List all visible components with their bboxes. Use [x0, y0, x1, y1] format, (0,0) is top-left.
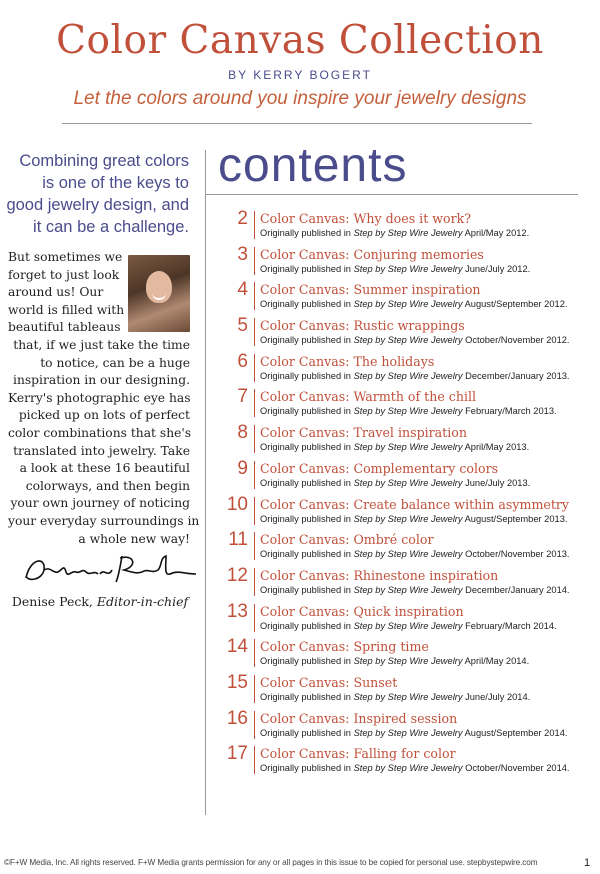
toc-separator: [254, 604, 255, 632]
toc-entry[interactable]: [216, 386, 586, 422]
page-number: 1: [584, 857, 591, 869]
toc-entry[interactable]: [216, 636, 586, 672]
letter-line: your everyday surroundings in: [8, 513, 200, 528]
toc-page-number: 16: [226, 707, 248, 729]
intro-line: good jewelry design, and: [6, 196, 189, 214]
letter-line: translated into jewelry. Take: [13, 443, 190, 458]
magazine-name: Step by Step Wire Jewelry: [353, 656, 463, 667]
intro-line: Combining great colors: [19, 152, 189, 170]
intro-pullquote: [0, 150, 189, 238]
toc-separator: [254, 354, 255, 382]
toc-page-number: 4: [237, 279, 248, 301]
toc-entry[interactable]: [216, 708, 586, 744]
toc-publication-note: [260, 585, 570, 595]
toc-publication-note: [260, 692, 530, 702]
letter-line: picked up on lots of perfect: [18, 408, 190, 423]
toc-page-number: 3: [237, 243, 248, 265]
toc-title[interactable]: Color Canvas: Summer inspiration: [260, 282, 481, 298]
issue-date: April/May 2012.: [464, 228, 530, 238]
toc-publication-note: [260, 228, 529, 238]
toc-entry[interactable]: [216, 279, 586, 315]
toc-title[interactable]: Color Canvas: Quick inspiration: [260, 603, 464, 619]
published-prefix: Originally published in: [260, 691, 351, 702]
issue-date: October/November 2014.: [465, 763, 570, 774]
toc-separator: [254, 532, 255, 560]
contents-heading: contents: [218, 139, 408, 192]
toc-title[interactable]: Color Canvas: Inspired session: [260, 710, 458, 726]
letter-line: a whole new way!: [78, 531, 190, 546]
toc-publication-note: [260, 264, 530, 274]
letter-line: world is filled with: [8, 302, 125, 317]
issue-date: February/March 2014.: [465, 620, 557, 631]
toc-entry[interactable]: [216, 743, 586, 779]
letter-line: colorways, and then begin: [25, 478, 190, 493]
intro-line: is one of the keys to: [42, 174, 189, 192]
toc-publication-note: [260, 514, 567, 524]
toc-separator: [254, 639, 255, 667]
published-prefix: Originally published in: [260, 549, 351, 560]
toc-page-number: 10: [226, 493, 248, 515]
published-prefix: Originally published in: [260, 263, 351, 274]
magazine-name: Step by Step Wire Jewelry: [353, 335, 463, 346]
published-prefix: Originally published in: [260, 477, 351, 488]
author-byline: BY KERRY BOGERT: [228, 68, 372, 82]
published-prefix: Originally published in: [260, 406, 351, 417]
toc-publication-note: [260, 442, 529, 452]
toc-title[interactable]: Color Canvas: Spring time: [260, 639, 429, 655]
published-prefix: Originally published in: [260, 620, 351, 631]
letter-line: around us! Our: [8, 285, 104, 300]
magazine-name: Step by Step Wire Jewelry: [353, 584, 463, 595]
magazine-name: Step by Step Wire Jewelry: [353, 477, 463, 488]
toc-publication-note: [260, 656, 529, 666]
toc-page-number: 15: [226, 671, 248, 693]
toc-page-number: 6: [237, 350, 248, 372]
toc-publication-note: [260, 371, 570, 381]
toc-entry[interactable]: [216, 529, 586, 565]
toc-entry[interactable]: [216, 458, 586, 494]
intro-line: it can be a challenge.: [33, 218, 189, 236]
published-prefix: Originally published in: [260, 763, 351, 774]
toc-entry[interactable]: [216, 422, 586, 458]
toc-page-number: 12: [226, 564, 248, 586]
letter-line: But sometimes we: [8, 250, 123, 264]
magazine-name: Step by Step Wire Jewelry: [353, 620, 463, 631]
issue-date: December/January 2013.: [465, 370, 570, 381]
toc-title[interactable]: Color Canvas: The holidays: [260, 353, 435, 369]
issue-date: December/January 2014.: [465, 584, 570, 595]
toc-entry[interactable]: [216, 494, 586, 530]
toc-separator: [254, 711, 255, 739]
issue-date: June/July 2013.: [465, 477, 531, 488]
toc-publication-note: [260, 335, 570, 345]
column-divider: [205, 150, 206, 815]
issue-date: April/May 2013.: [464, 442, 530, 453]
table-of-contents: [216, 208, 586, 779]
toc-publication-note: [260, 549, 570, 559]
published-prefix: Originally published in: [260, 727, 351, 738]
letter-line: to notice, can be a huge: [40, 355, 190, 370]
toc-entry[interactable]: [216, 601, 586, 637]
toc-title[interactable]: Color Canvas: Conjuring memories: [260, 246, 484, 262]
magazine-name: Step by Step Wire Jewelry: [353, 299, 463, 310]
toc-page-number: 11: [228, 529, 248, 551]
toc-separator: [254, 746, 255, 774]
toc-entry[interactable]: [216, 565, 586, 601]
toc-page-number: 14: [226, 636, 248, 658]
copyright-notice: ©F+W Media, Inc. All rights reserved. F+W Media grants permission for any or all pages in this issue to be copied for personal use. stepbystepwire.com: [4, 858, 538, 867]
signature-role: Editor-in-chief: [96, 594, 189, 609]
published-prefix: Originally published in: [260, 442, 351, 453]
toc-title[interactable]: Color Canvas: Rhinestone inspiration: [260, 567, 499, 583]
toc-page-number: 13: [226, 600, 248, 622]
toc-entry[interactable]: [216, 672, 586, 708]
toc-entry[interactable]: [216, 351, 586, 387]
toc-title[interactable]: Color Canvas: Rustic wrappings: [260, 318, 465, 334]
letter-line: your own journey of noticing: [10, 496, 190, 511]
toc-separator: [254, 461, 255, 489]
toc-title[interactable]: Color Canvas: Falling for color: [260, 746, 456, 762]
letter-line: a look at these 16 beautiful: [19, 461, 190, 476]
letter-line: forget to just look: [8, 267, 120, 282]
magazine-name: Step by Step Wire Jewelry: [353, 228, 463, 238]
toc-page-number: 17: [226, 743, 248, 765]
letter-line: color combinations that she's: [8, 425, 192, 440]
toc-title[interactable]: Color Canvas: Warmth of the chill: [260, 389, 477, 405]
toc-entry[interactable]: [216, 208, 586, 244]
toc-title[interactable]: Color Canvas: Complementary colors: [260, 460, 499, 476]
toc-page-number: 2: [237, 208, 248, 229]
letter-line: Kerry's photographic eye has: [8, 390, 191, 405]
page-title: Color Canvas Collection: [56, 18, 544, 63]
toc-publication-note: [260, 406, 557, 416]
issue-date: February/March 2013.: [465, 406, 557, 417]
published-prefix: Originally published in: [260, 656, 351, 667]
magazine-name: Step by Step Wire Jewelry: [353, 406, 463, 417]
published-prefix: Originally published in: [260, 370, 351, 381]
magazine-name: Step by Step Wire Jewelry: [353, 370, 463, 381]
toc-publication-note: [260, 621, 557, 631]
published-prefix: Originally published in: [260, 228, 351, 238]
toc-separator: [254, 211, 255, 239]
toc-separator: [254, 282, 255, 310]
magazine-name: Step by Step Wire Jewelry: [353, 691, 463, 702]
issue-date: August/September 2013.: [464, 513, 568, 524]
editor-signature: [20, 548, 200, 588]
toc-separator: [254, 318, 255, 346]
issue-date: June/July 2014.: [465, 691, 531, 702]
magazine-name: Step by Step Wire Jewelry: [353, 513, 463, 524]
letter-line: inspiration in our designing.: [13, 373, 190, 388]
toc-publication-note: [260, 299, 567, 309]
editor-letter: [8, 249, 200, 548]
toc-entry[interactable]: [216, 315, 586, 351]
toc-publication-note: [260, 763, 570, 773]
toc-title[interactable]: Color Canvas: Create balance within asymmetry: [260, 496, 570, 512]
published-prefix: Originally published in: [260, 299, 351, 310]
tagline: Let the colors around you inspire your jewelry designs: [73, 88, 527, 109]
toc-page-number: 8: [237, 422, 248, 444]
published-prefix: Originally published in: [260, 584, 351, 595]
toc-separator: [254, 425, 255, 453]
toc-page-number: 7: [237, 386, 248, 408]
toc-separator: [254, 568, 255, 596]
issue-date: June/July 2012.: [465, 263, 531, 274]
toc-publication-note: [260, 478, 530, 488]
toc-entry[interactable]: [216, 244, 586, 280]
published-prefix: Originally published in: [260, 335, 351, 346]
signature-name: Denise Peck,: [11, 594, 93, 609]
toc-page-number: 9: [237, 457, 248, 479]
magazine-name: Step by Step Wire Jewelry: [353, 763, 463, 774]
issue-date: April/May 2014.: [464, 656, 530, 667]
toc-separator: [254, 247, 255, 275]
header-divider: [62, 123, 532, 124]
magazine-name: Step by Step Wire Jewelry: [353, 727, 463, 738]
toc-title[interactable]: Color Canvas: Sunset: [260, 674, 398, 690]
toc-title[interactable]: Color Canvas: Ombré color: [260, 532, 434, 548]
published-prefix: Originally published in: [260, 513, 351, 524]
toc-page-number: 5: [237, 315, 248, 337]
signature-caption: [0, 594, 200, 609]
letter-line: that, if we just take the time: [13, 337, 190, 352]
issue-date: October/November 2013.: [465, 549, 570, 560]
toc-title[interactable]: Color Canvas: Travel inspiration: [260, 425, 467, 441]
magazine-name: Step by Step Wire Jewelry: [353, 263, 463, 274]
magazine-name: Step by Step Wire Jewelry: [353, 549, 463, 560]
issue-date: October/November 2012.: [465, 335, 570, 346]
magazine-name: Step by Step Wire Jewelry: [353, 442, 463, 453]
toc-publication-note: [260, 728, 567, 738]
toc-separator: [254, 389, 255, 417]
toc-separator: [254, 497, 255, 525]
issue-date: August/September 2014.: [464, 727, 568, 738]
letter-line: beautiful tableaus: [8, 320, 121, 335]
toc-separator: [254, 675, 255, 703]
contents-divider: [206, 194, 578, 195]
issue-date: August/September 2012.: [464, 299, 568, 310]
toc-title[interactable]: Color Canvas: Why does it work?: [260, 211, 472, 226]
